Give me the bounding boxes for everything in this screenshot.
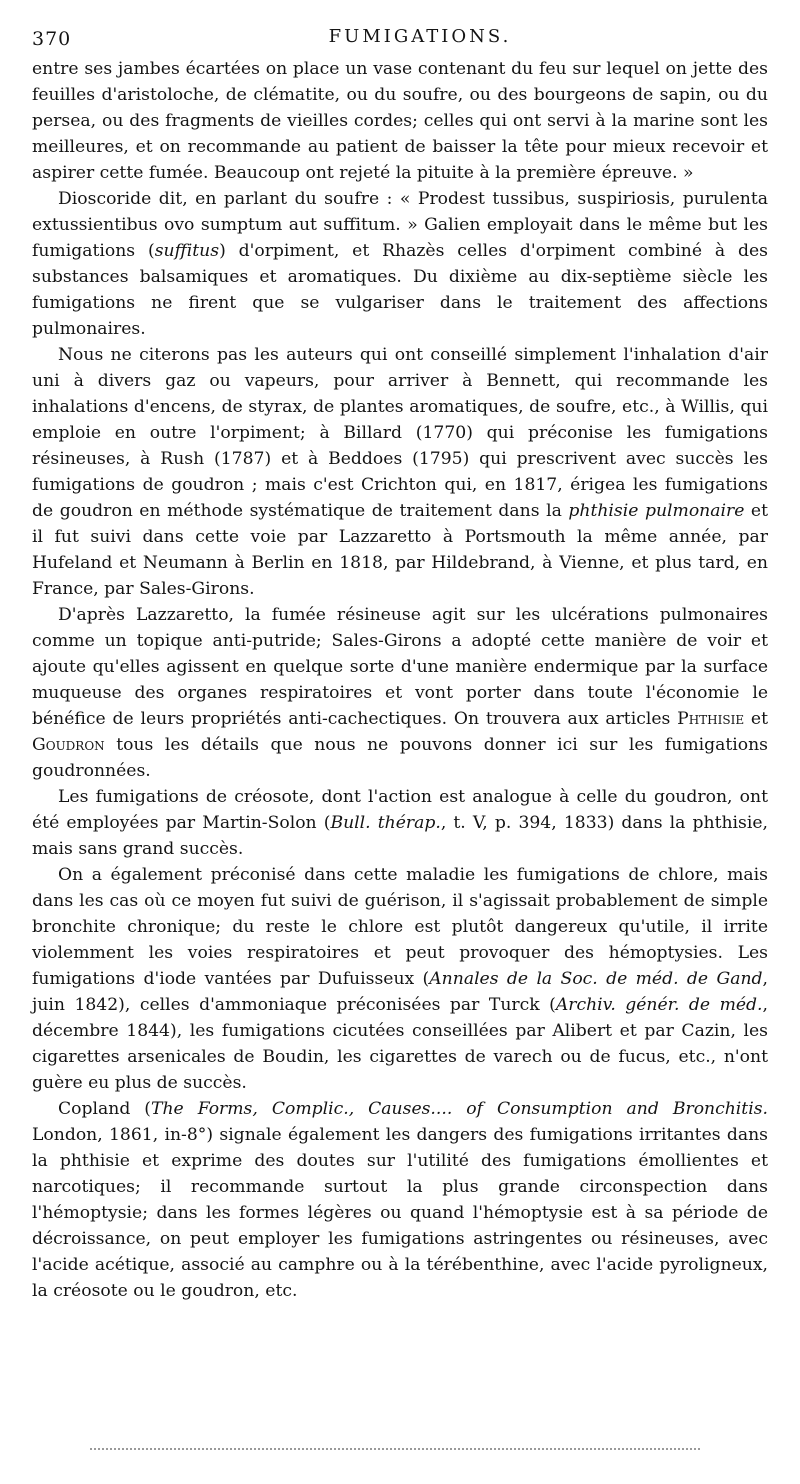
paragraph-6-text-b: , juin 1842), celles d'ammoniaque préconisées par Turck ( (32, 969, 768, 1015)
paragraph-5-citation: Bull. thérap. (330, 813, 441, 833)
paragraph-5-text-a: Les fumigations de créosote, dont l'action est analogue à celle du goudron, ont été employées par Martin-Solon ( (32, 787, 768, 833)
cross-reference-phthisie: Phthisie (677, 709, 745, 729)
book-page (32, 22, 768, 1304)
paragraph-3-italic: phthisie pulmonaire (568, 501, 745, 521)
page-number: 370 (32, 28, 72, 50)
paragraph-2-text-b: ) d'orpiment, et Rhazès celles d'orpiment combiné à des substances balsamiques et aromatiques. Du dixième au dix-septième siècle les fumigations ne firent que se vulgariser dans le traitement des affections pulmonaires. (32, 241, 768, 339)
paragraph-3 (32, 342, 768, 602)
paragraph-2-italic: suffitus (154, 241, 220, 261)
paragraph-4-text-b: tous les détails que nous ne pouvons donner ici sur les fumigations goudronnées. (32, 735, 768, 781)
paragraph-7-text-b: London, 1861, in-8°) signale également les dangers des fumigations irritantes dans la phthisie et exprime des doutes sur l'utilité des fumigations émollientes et narcotiques; il recommande surtout la plus grande circonspection dans l'hémoptysie; dans les formes légères ou quand l'hémoptysie est à sa période de décroissance, on peut employer les fumigations astringentes ou résineuses, avec l'acide acétique, associé au camphre ou à la térébenthine, avec l'acide pyroligneux, la créosote ou le goudron, etc. (32, 1125, 768, 1301)
paragraph-3-text-a: Nous ne citerons pas les auteurs qui ont conseillé simplement l'inhalation d'air uni à divers gaz ou vapeurs, pour arriver à Bennett, qui recommande les inhalations d'encens, de styrax, de plantes aromatiques, de soufre, etc., à Willis, qui emploie en outre l'orpiment; à Billard (1770) qui préconise les fumigations résineuses, à Rush (1787) et à Beddoes (1795) qui prescrivent avec succès les fumigations de goudron ; mais c'est Crichton qui, en 1817, érigea les fumigations de goudron en méthode systématique de traitement dans la (32, 345, 768, 521)
paragraph-4-text-a: D'après Lazzaretto, la fumée résineuse agit sur les ulcérations pulmonaires comme un topique anti-putride; Sales-Girons a adopté cette manière de voir et ajoute qu'elles agissent en quelque sorte d'une manière endermique par la surface muqueuse des organes respiratoires et vont porter dans toute l'économie le bénéfice de leurs propriétés anti-cachectiques. On trouvera aux articles (32, 605, 768, 729)
paragraph-6-text-a: On a également préconisé dans cette maladie les fumigations de chlore, mais dans les cas où ce moyen fut suivi de guérison, il s'agissait probablement de simple bronchite chronique; du reste le chlore est plutôt dangereux qu'utile, il irrite violemment les voies respiratoires et peut provoquer des hémoptysies. Les fumigations d'iode vantées par Dufuisseux ( (32, 865, 768, 989)
body-text (32, 56, 768, 1304)
paragraph-3-text-b: et il fut suivi dans cette voie par Lazzaretto à Portsmouth la même année, par Hufeland et Neumann à Berlin en 1818, par Hildebrand, à Vienne, et plus tard, en France, par Sales-Girons. (32, 501, 768, 599)
paragraph-4 (32, 602, 768, 784)
paragraph-2-text-a: Dioscoride dit, en parlant du soufre : « Prodest tussibus, suspiriosis, purulenta extussientibus ovo sumptum aut suffitum. » Galien employait dans le même but les fumigations ( (32, 189, 768, 261)
paragraph-6-citation-1: Annales de la Soc. de méd. de Gand (429, 969, 763, 989)
paragraph-7-text-a: Copland ( (58, 1099, 152, 1119)
running-head (32, 22, 768, 56)
bottom-dotted-rule (90, 1448, 700, 1450)
paragraph-7-citation: The Forms, Complic., Causes.... of Consumption and Bronchitis. (151, 1099, 768, 1119)
paragraph-6-citation-2: Archiv. génér. de méd. (555, 995, 763, 1015)
cross-reference-goudron: Goudron (32, 735, 105, 755)
paragraph-5 (32, 784, 768, 862)
paragraph-4-text-mid: et (744, 709, 768, 729)
paragraph-2 (32, 186, 768, 342)
running-title: FUMIGATIONS. (328, 26, 512, 47)
paragraph-1-text: entre ses jambes écartées on place un vase contenant du feu sur lequel on jette des feuilles d'aristoloche, de clématite, ou du soufre, ou des bourgeons de sapin, ou du persea, ou des fragments de vieilles cordes; celles qui ont servi à la marine sont les meilleures, et on recommande au patient de baisser la tête pour mieux recevoir et aspirer cette fumée. Beaucoup ont rejeté la pituite à la première épreuve. » (32, 59, 768, 183)
paragraph-7 (32, 1096, 768, 1304)
paragraph-5-text-b: , t. V, p. 394, 1833) dans la phthisie, mais sans grand succès. (32, 813, 768, 859)
paragraph-6 (32, 862, 768, 1096)
paragraph-1 (32, 56, 768, 186)
paragraph-6-text-c: , décembre 1844), les fumigations cicutées conseillées par Alibert et par Cazin, les cigarettes arsenicales de Boudin, les cigarettes de varech ou de fucus, etc., n'ont guère eu plus de succès. (32, 995, 768, 1093)
